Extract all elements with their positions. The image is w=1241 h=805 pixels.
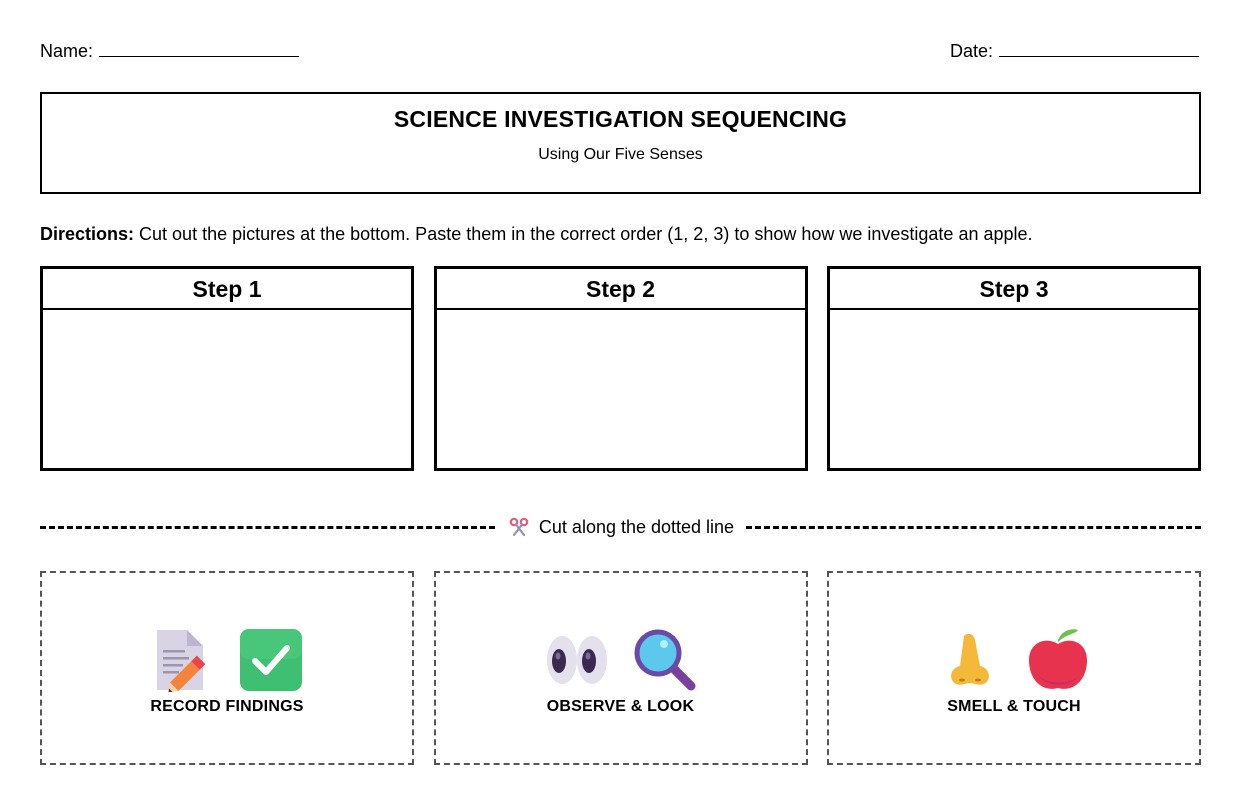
date-field-row [950,40,1199,62]
step-heading: Step 3 [830,269,1198,310]
directions-text: Cut out the pictures at the bottom. Paste them in the correct order (1, 2, 3) to show how we investigate an apple. [134,224,1033,244]
name-field-row [40,40,299,62]
cut-label: Cut along the dotted line [538,516,735,537]
page-subtitle: Using Our Five Senses [538,146,703,163]
scissors-icon [509,517,529,537]
step-box-3[interactable] [827,266,1201,471]
step-box-1[interactable] [40,266,414,471]
check-mark-icon [239,628,303,692]
name-label: Name: [40,41,94,61]
magnifying-glass-icon [633,628,697,692]
apple-icon [1026,628,1090,692]
date-label: Date: [950,41,994,61]
document-pencil-icon [151,628,215,692]
card-label: OBSERVE & LOOK [546,698,695,715]
name-blank-line[interactable] [99,40,299,57]
cut-instruction [495,517,746,538]
card-label: RECORD FINDINGS [150,698,304,715]
title-box [40,92,1201,194]
cutout-card-smell[interactable] [827,571,1201,765]
date-blank-line[interactable] [999,40,1199,57]
step-heading: Step 2 [437,269,805,310]
eyes-icon [545,628,609,692]
step-heading: Step 1 [43,269,411,310]
cutout-card-record[interactable] [40,571,414,765]
page-title: SCIENCE INVESTIGATION SEQUENCING [393,106,848,132]
cutout-card-observe[interactable] [434,571,808,765]
step-box-2[interactable] [434,266,808,471]
cut-line [40,512,1201,542]
step-boxes [40,266,1201,471]
dashed-divider-left [40,526,495,529]
card-label: SMELL & TOUCH [947,698,1081,715]
directions-label: Directions: [40,224,135,244]
nose-icon [938,628,1002,692]
directions [40,224,1033,245]
cutout-cards [40,571,1201,765]
dashed-divider-right [746,526,1201,529]
